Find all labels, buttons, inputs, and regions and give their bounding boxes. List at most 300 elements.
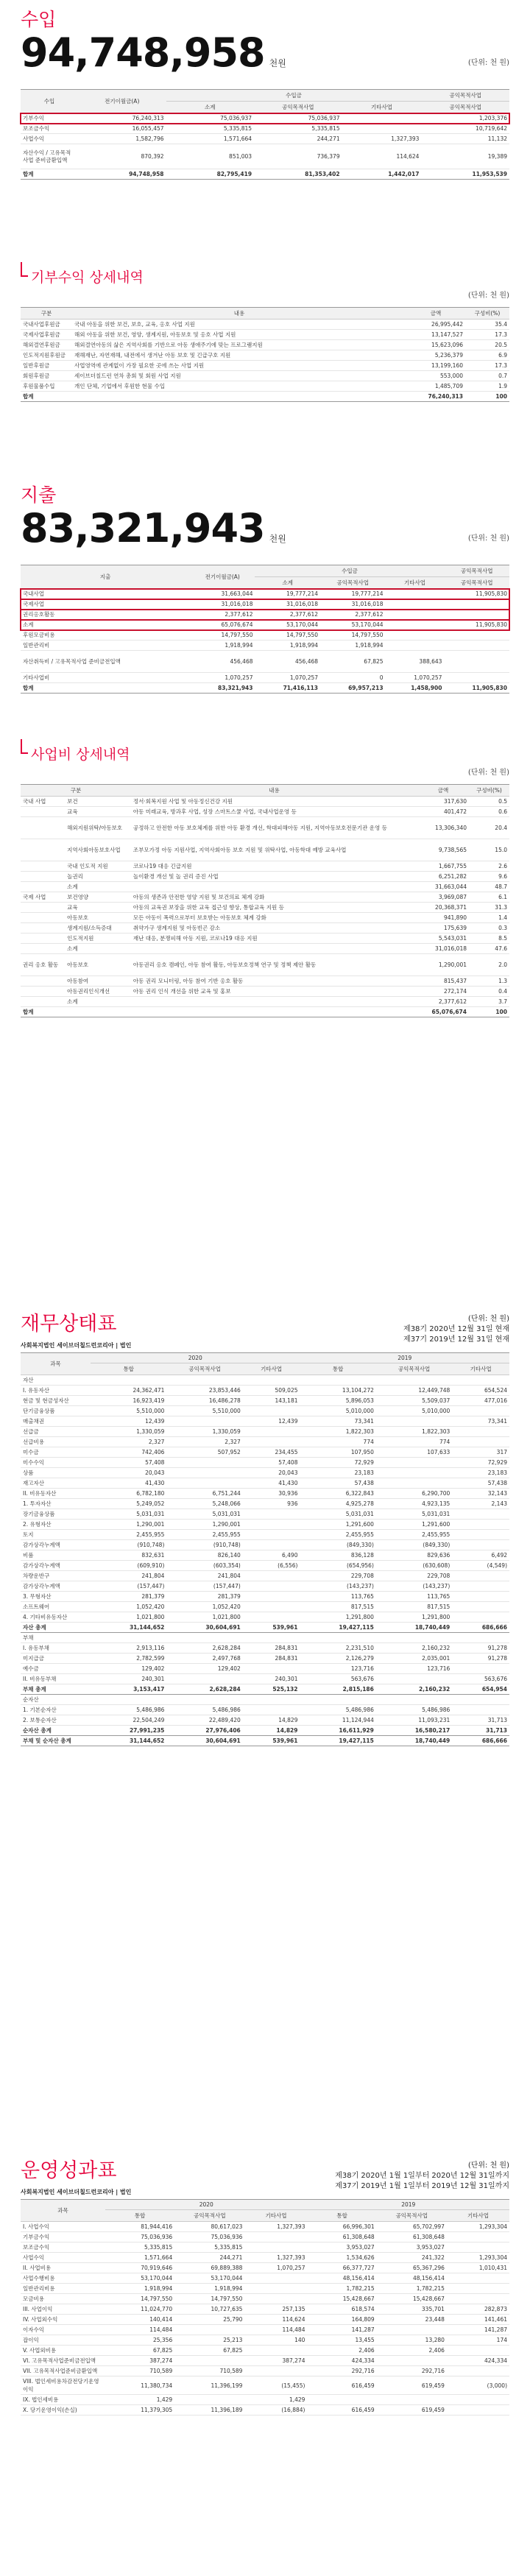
cell: 815,437 [417,976,469,987]
cell: 11,380,734 [105,2376,174,2395]
cell: 27,991,235 [91,1726,166,1736]
col-header: 소계 [255,577,320,589]
cell: 19,427,115 [300,1736,375,1746]
balance-section [21,1314,509,1746]
cell: 11,124,944 [300,1715,375,1726]
table-row [21,2222,509,2232]
row-label: 국내 아동을 위한 보건, 보호, 교육, 옹호 사업 지원 [72,320,406,330]
cell: 13,306,340 [417,817,469,839]
row-label: 사업수행비용 [21,2273,105,2284]
cell: 23,183 [452,1468,509,1478]
cell: 65,076,674 [190,620,255,630]
cell [452,1633,509,1643]
cell [444,610,509,620]
cell: 31.3 [469,903,509,913]
cell: 1,070,257 [386,673,445,683]
cell: 257,135 [244,2304,307,2315]
row-label: 놀권리 [65,872,131,882]
cell [452,1664,509,1674]
cell: 12,439 [243,1416,300,1427]
cell: 12,449,748 [376,1386,452,1396]
row-label: 합계 [21,392,72,402]
row-label: 아동권리인식개선 [65,987,131,997]
table-row [21,2346,509,2356]
cell: 75,036,936 [105,2232,174,2242]
table-row [21,1447,509,1458]
income-table [21,89,509,180]
cell: 3,953,027 [307,2242,376,2253]
row-label: 국제사업후원금 [21,330,72,340]
table-row [21,1633,509,1643]
row-label: 세이브더칠드런 연차 총회 및 회원 사업 지원 [72,371,406,381]
row-label: IV. 사업외수익 [21,2315,105,2325]
cell: 1,327,393 [342,134,422,144]
cell: (603,354) [166,1561,242,1571]
cell: 5,543,031 [417,934,469,944]
row-label [131,944,417,954]
row-label: 아동권리 옹호 캠페인, 아동 참여 활동, 아동보호정책 연구 및 정책 제안 활동 [131,954,417,976]
cell [300,1695,375,1705]
cell: 317,630 [417,797,469,807]
cell: 61,308,648 [377,2232,447,2242]
cell: 3,953,027 [377,2242,447,2253]
cell: 5,010,000 [376,1406,452,1416]
cell: 1,070,257 [255,673,320,683]
cell: 65,702,997 [377,2222,447,2232]
col-header: 공익목적사업 [421,102,509,113]
col-header: 기타사업 [447,2210,509,2222]
cell [243,1427,300,1437]
cell: 2,377,612 [255,610,320,620]
cell: 0.7 [465,371,509,381]
cell: 53,170,044 [105,2273,174,2284]
cell: 619,459 [377,2405,447,2416]
cell: 1.4 [469,913,509,923]
cell: 5,896,053 [300,1396,375,1406]
row-label: 기부수익 [21,113,78,124]
cell: 57,438 [300,1478,375,1489]
cell: 22,489,420 [166,1715,242,1726]
cell: 1,667,755 [417,861,469,872]
cell: 143,181 [243,1396,300,1406]
table-row [21,1674,509,1684]
cell: 3,969,087 [417,892,469,903]
cell [300,1633,375,1643]
row-label [21,817,65,839]
cell: 141,287 [307,2325,376,2335]
cell [243,1509,300,1520]
cell [452,1427,509,1437]
cell: 1,021,800 [91,1612,166,1623]
cell [447,2273,509,2284]
row-label: 부채 [21,1633,91,1643]
unit-note: (단위: 천 원) [467,2162,509,2170]
cell: 0.5 [469,797,509,807]
cell: 17.3 [465,361,509,371]
cell: 14,797,550 [320,630,386,641]
cell: 65,367,296 [377,2263,447,2273]
row-label: 아동 미래교육, 방과후 사업, 성장 스마트스쿨 사업, 국내사업운영 등 [131,807,417,817]
cell: 1,485,709 [406,381,465,392]
row-label: 국내 인도적 지원 [65,861,131,872]
cell: 2,455,955 [91,1530,166,1540]
cell: 16,486,278 [166,1396,242,1406]
table-row [21,797,509,807]
row-label: 소계 [65,944,131,954]
table-row [21,954,509,976]
cell [243,1540,300,1550]
cell: 6.1 [469,892,509,903]
cell: 686,666 [452,1623,509,1633]
cell [244,2366,307,2376]
row-label: 아동보호 [65,913,131,923]
cell: 424,334 [307,2356,376,2366]
cell: 76,240,313 [78,113,166,124]
row-label [21,934,65,944]
row-label [131,882,417,892]
row-label: 선급금 [21,1427,91,1437]
col-header: 구성비(%) [469,785,509,797]
cell: 61,308,648 [307,2232,376,2242]
table-row [21,2395,509,2405]
cell [452,1375,509,1386]
cell: 27,976,406 [166,1726,242,1736]
cell: 1,330,059 [166,1427,242,1437]
row-label: 자산수익 / 고유목적사업 준비금환입액 [21,144,78,169]
cell: 3.7 [469,997,509,1007]
bizexp-unit-note: (단위: 천 원) [467,769,509,777]
cell: 1,293,304 [447,2253,509,2263]
row-label: 아동 권리 인식 개선을 위한 교육 및 홍보 [131,987,417,997]
cell [174,2325,244,2335]
col-header: 통합 [307,2210,376,2222]
cell [91,1633,166,1643]
col-header: 과목 [21,2200,105,2222]
cell: 30,604,691 [166,1623,242,1633]
row-label: 일반후원금 [21,361,72,371]
row-label [21,923,65,934]
col-header: 수입 [21,90,78,113]
cell: 11,396,199 [174,2376,244,2395]
row-label: 사업영역에 관계없이 가장 필요한 곳에 쓰는 사업 지원 [72,361,406,371]
row-label: 국내사업후원금 [21,320,72,330]
cell: 1,918,994 [190,641,255,651]
cell: 5,510,000 [166,1406,242,1416]
row-label: 선급비용 [21,1437,91,1447]
cell: 5,335,815 [174,2242,244,2253]
cell [243,1406,300,1416]
cell [243,1520,300,1530]
cell [243,1375,300,1386]
col-header: 금액 [417,785,469,797]
cell: (143,237) [300,1581,375,1592]
row-label: 합계 [21,169,78,180]
cell: 817,515 [376,1602,452,1612]
cell: 1,918,994 [255,641,320,651]
cell: 1,918,994 [320,641,386,651]
cell: 1,429 [244,2395,307,2405]
col-header: 기타사업 [386,577,445,589]
cell: 69,889,388 [174,2263,244,2273]
cell: 2,377,612 [417,997,469,1007]
cell: 31,663,044 [190,589,255,599]
row-label: II. 사업비용 [21,2263,105,2273]
cell: 16,611,929 [300,1726,375,1736]
table-row [21,1489,509,1499]
cell: 11,024,770 [105,2304,174,2315]
cell [166,1674,242,1684]
cell: 317 [452,1447,509,1458]
cell [376,1458,452,1468]
cell [166,1695,242,1705]
cell: 14,797,550 [174,2294,244,2304]
cell: 13,280 [377,2335,447,2346]
cell: 836,128 [300,1550,375,1561]
cell: 11,905,830 [444,620,509,630]
row-label: 해외결연아동의 삶은 지역사회를 기반으로 아동 생애주기에 맞는 프로그램지원 [72,340,406,350]
table-row [21,2405,509,2416]
cell: 57,438 [452,1478,509,1489]
bizexp-table [21,784,509,1017]
cell: 14,829 [243,1715,300,1726]
cell: 123,716 [300,1664,375,1674]
cell: 41,430 [91,1478,166,1489]
row-label: X. 당기운영이익(손실) [21,2405,105,2416]
cell: 141,461 [447,2315,509,2325]
cell: 19,777,214 [255,589,320,599]
cell [166,1416,242,1427]
cell: 2.0 [469,954,509,976]
cell [244,2232,307,2242]
cell: 70,919,646 [105,2263,174,2273]
cell: 2,406 [307,2346,376,2356]
row-label: 자산 [21,1375,91,1386]
row-label: 차량운반구 [21,1571,91,1581]
cell: 774 [376,1437,452,1447]
cell [243,1705,300,1715]
cell [243,1695,300,1705]
row-label: 합계 [21,1007,65,1017]
table-row [21,1581,509,1592]
cell: 525,132 [243,1684,300,1695]
cell: 11,132 [421,134,509,144]
row-label: 사업수익 [21,134,78,144]
row-label: 교육 [65,903,131,913]
cell: 164,809 [307,2315,376,2325]
table-row [21,839,509,861]
cell: 20.4 [469,817,509,839]
cell: 292,716 [377,2366,447,2376]
row-label: 지역사회아동보호사업 [65,839,131,861]
cell: 69,957,213 [320,683,386,694]
cell: 3,153,417 [91,1684,166,1695]
cell: 18,740,449 [376,1623,452,1633]
table-row [21,1695,509,1705]
cell: 234,455 [243,1447,300,1458]
row-label: II. 비유동부채 [21,1674,91,1684]
row-label: 매출채권 [21,1416,91,1427]
cell: 141,287 [447,2325,509,2335]
cell: 48.7 [469,882,509,892]
cell: 31,016,018 [417,944,469,954]
row-label: 모든 아동이 폭력으로부터 보호받는 아동보호 체계 강화 [131,913,417,923]
table-row [21,2376,509,2395]
cell: 241,804 [166,1571,242,1581]
row-label: 소계 [65,997,131,1007]
col-header: 지출 [21,565,190,589]
expense-total [21,505,509,551]
col-header: 전기이월금(A) [78,90,166,113]
row-label: 미수금 [21,1447,91,1458]
operation-table [21,2199,509,2416]
cell: 114,484 [105,2325,174,2335]
cell: 1,918,994 [174,2284,244,2294]
cell: 817,515 [300,1602,375,1612]
cell: 66,377,727 [307,2263,376,2273]
cell: 1,442,017 [342,169,422,180]
cell: 83,321,943 [190,683,255,694]
table-row [21,2335,509,2346]
cell: 736,379 [254,144,342,169]
cell: 113,765 [300,1592,375,1602]
cell: 1,582,796 [78,134,166,144]
col-header: 기타사업 [244,2210,307,2222]
balance-table [21,1352,509,1746]
table-row [21,2356,509,2366]
cell: 870,392 [78,144,166,169]
cell: 14,829 [243,1726,300,1736]
row-label: 아동의 생존과 안전한 영양 지원 및 보건의료 체계 강화 [131,892,417,903]
cell: 31,713 [452,1726,509,1736]
cell: 9,738,565 [417,839,469,861]
cell [243,1571,300,1581]
period: 제38기 2020년 1월 1일부터 2020년 12월 31일까지 [335,2172,509,2180]
income-total-unit: 천원 [269,58,286,68]
table-row [21,1396,509,1406]
cell: 1,291,800 [300,1612,375,1623]
cell: 4,923,135 [376,1499,452,1509]
income-total-number: 94,748,958 [21,29,265,76]
cell: 1,290,001 [166,1520,242,1530]
table-row [21,1571,509,1581]
row-label: 소프트웨어 [21,1602,91,1612]
cell [444,630,509,641]
cell: 31,016,018 [320,599,386,610]
cell: 477,016 [452,1396,509,1406]
cell [444,651,509,673]
cell: 30,604,691 [166,1736,242,1746]
cell: 32,143 [452,1489,509,1499]
cell: 19,389 [421,144,509,169]
table-row [21,589,509,599]
cell: 616,459 [307,2376,376,2395]
cell: 6,751,244 [166,1489,242,1499]
cell: 48,156,414 [377,2273,447,2284]
cell: 1,070,257 [190,673,255,683]
table-row [21,1530,509,1540]
cell: 6,251,282 [417,872,469,882]
cell: 129,402 [166,1664,242,1674]
row-label: VIII. 법인세비용차감전당기운영이익 [21,2376,105,2395]
table-row [21,882,509,892]
cell: 654,954 [452,1684,509,1695]
cell: 456,468 [190,651,255,673]
table-row [21,872,509,882]
cell: 100 [465,392,509,402]
cell: 22,504,249 [91,1715,166,1726]
table-row [21,2253,509,2263]
cell: 57,408 [91,1458,166,1468]
row-label: 기타사업비 [21,673,190,683]
col-header-year: 2020 [105,2200,307,2210]
cell [244,2273,307,2284]
row-label: 1. 투자자산 [21,1499,91,1509]
cell: (910,748) [91,1540,166,1550]
cell: 11,905,830 [444,683,509,694]
row-label: 2. 유형자산 [21,1520,91,1530]
cell: 25,790 [174,2315,244,2325]
cell [452,1540,509,1550]
cell [243,1633,300,1643]
table-row-total [21,392,509,402]
table-row [21,381,509,392]
cell: 16,580,217 [376,1726,452,1736]
income-unit-note: (단위: 천 원) [467,59,509,67]
cell: (15,455) [244,2376,307,2395]
cell: 539,961 [243,1623,300,1633]
cell [444,641,509,651]
cell: 15,623,096 [406,340,465,350]
cell: 1.3 [469,976,509,987]
row-label: 미수수익 [21,1458,91,1468]
row-label: 소계 [21,620,190,630]
income-total [21,29,509,76]
row-label: 인도적지원 [65,934,131,944]
table-row [21,1509,509,1520]
operation-title: 운영성과표 [21,2159,117,2182]
cell: (16,884) [244,2405,307,2416]
row-label: 조부모가정 아동 지원사업, 지역사회아동 보호 지원 및 위탁사업, 아동학대 예방 교육사업 [131,839,417,861]
cell: 6,492 [452,1550,509,1561]
cell [376,1633,452,1643]
cell: 57,408 [243,1458,300,1468]
cell: 1,327,393 [244,2222,307,2232]
col-header-year: 2019 [300,1353,509,1363]
row-label: 미지급금 [21,1654,91,1664]
cell: 5,249,052 [91,1499,166,1509]
table-row [21,113,509,124]
cell: 2,815,186 [300,1684,375,1695]
cell: 23,448 [377,2315,447,2325]
cell: 16,055,457 [78,124,166,134]
cell: 0.3 [469,923,509,934]
operation-org: 사회복지법인 세이브더칠드런코리아 | 법인 [21,2189,132,2195]
cell: 1,070,257 [244,2263,307,2273]
table-row [21,1499,509,1509]
table-row [21,1550,509,1561]
cell: 1,052,420 [166,1602,242,1612]
col-header: 기타사업 [452,1363,509,1375]
table-row [21,2304,509,2315]
cell [452,1592,509,1602]
cell: 553,000 [406,371,465,381]
cell: 129,402 [91,1664,166,1674]
cell: 2,327 [166,1437,242,1447]
cell: 5,335,815 [105,2242,174,2253]
cell [243,1664,300,1674]
cell: 17.3 [465,330,509,340]
cell: 2,913,116 [91,1643,166,1654]
